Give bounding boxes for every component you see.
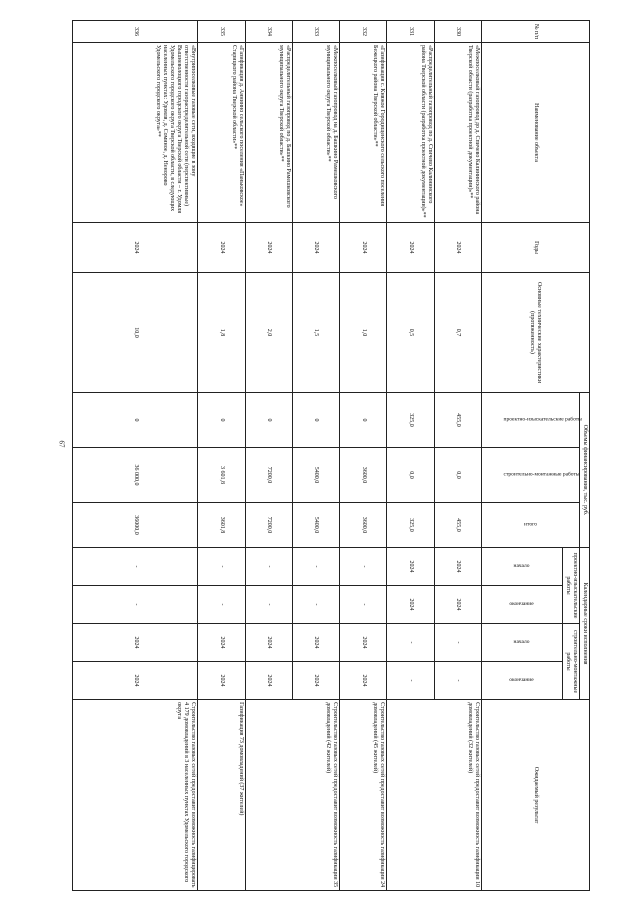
cell-result: Строительство газовых сетей предоставит возможность газифицировать 4 179 домовладений в 3 населенных пунктах Удомельского городского округа bbox=[73, 700, 198, 891]
cell-build-start: 2024 bbox=[198, 624, 245, 662]
cell-design-end: 2024 bbox=[387, 586, 434, 624]
cell-design-start: 2024 bbox=[434, 548, 481, 586]
cell-name: «Межпоселковый газопровод на д. Башкино Рамешковского муниципального округа Тверской области»** bbox=[292, 43, 339, 223]
cell-design-start: 2024 bbox=[387, 548, 434, 586]
cell-design-start: - bbox=[292, 548, 339, 586]
cell-name: «Распределительный газопровод по д. Спичево Калининского района Тверской области (разработка проектной документации)»** bbox=[387, 43, 434, 223]
cell-num: 336 bbox=[73, 21, 198, 43]
cell-num: 333 bbox=[292, 21, 339, 43]
cell-fin-build: 3600,0 bbox=[340, 448, 387, 503]
header-build-end: окончание bbox=[482, 662, 563, 700]
cell-length: 2,0 bbox=[245, 273, 292, 393]
cell-year: 2024 bbox=[198, 223, 245, 273]
cell-fin-total: 36000,0 bbox=[73, 503, 198, 548]
cell-build-end: 2024 bbox=[292, 662, 339, 700]
table-row bbox=[292, 21, 339, 891]
cell-fin-build: 0,0 bbox=[434, 448, 481, 503]
cell-design-start: - bbox=[73, 548, 198, 586]
cell-num: 335 bbox=[198, 21, 245, 43]
cell-year: 2024 bbox=[73, 223, 198, 273]
header-name: Наименование объекта bbox=[482, 43, 590, 223]
cell-name: «Газификация с. Княжое Городищенского сельского поселения Бежецкого района Тверской области»** bbox=[340, 43, 387, 223]
cell-build-end: - bbox=[434, 662, 481, 700]
page-number: 67 bbox=[57, 440, 66, 448]
cell-result: Строительство газовых сетей предоставит возможность газификации 10 домовладений (32 жителей) bbox=[387, 700, 482, 891]
cell-fin-design: 325,0 bbox=[387, 393, 434, 448]
cell-design-start: - bbox=[245, 548, 292, 586]
cell-design-end: 2024 bbox=[434, 586, 481, 624]
cell-fin-design: 0 bbox=[292, 393, 339, 448]
cell-design-end: - bbox=[340, 586, 387, 624]
header-fin-build: строительно-монтажные работы bbox=[482, 448, 580, 503]
objects-table bbox=[72, 20, 590, 891]
cell-build-end: 2024 bbox=[340, 662, 387, 700]
cell-year: 2024 bbox=[340, 223, 387, 273]
cell-name: «Внутрипоселковые газовые сети, входящие в зону ответственности газораспределительной сети (перспективные) Вышневолоцкого городского округа Тверской области – г. Удомля Удомельского городского округа Тверской области, в следующих населенных пунктах: Удомля, д. Соминое, д. Ненорово Удомельского городского округа»** bbox=[73, 43, 198, 223]
cell-build-end: 2024 bbox=[198, 662, 245, 700]
cell-num: 334 bbox=[245, 21, 292, 43]
cell-build-end: 2024 bbox=[73, 662, 198, 700]
cell-fin-design: 0 bbox=[198, 393, 245, 448]
cell-design-start: - bbox=[198, 548, 245, 586]
cell-result: Строительство газовых сетей предоставит возможность газификации 24 домовладений (45 жителей) bbox=[340, 700, 387, 891]
cell-fin-total: 325,0 bbox=[387, 503, 434, 548]
cell-year: 2024 bbox=[245, 223, 292, 273]
cell-length: 10,0 bbox=[73, 273, 198, 393]
cell-fin-design: 455,0 bbox=[434, 393, 481, 448]
header-fin-total: итого bbox=[482, 503, 580, 548]
cell-design-end: - bbox=[245, 586, 292, 624]
header-fin-design: проектно-изыскательские работы bbox=[482, 393, 580, 448]
cell-fin-total: 5400,0 bbox=[292, 503, 339, 548]
cell-fin-design: 0 bbox=[245, 393, 292, 448]
cell-fin-design: 0 bbox=[73, 393, 198, 448]
cell-length: 1,0 bbox=[340, 273, 387, 393]
cell-num: 332 bbox=[340, 21, 387, 43]
cell-build-start: 2024 bbox=[73, 624, 198, 662]
cell-fin-build: 3 601,8 bbox=[198, 448, 245, 503]
cell-num: 330 bbox=[434, 21, 481, 43]
cell-fin-build: 7200,0 bbox=[245, 448, 292, 503]
header-sched-build: строительно-монтажные работы bbox=[563, 624, 580, 700]
header-financing: Объемы финансирования, тыс. руб. bbox=[580, 393, 590, 548]
cell-fin-total: 3601,8 bbox=[198, 503, 245, 548]
cell-design-end: - bbox=[73, 586, 198, 624]
cell-fin-build: 5400,0 bbox=[292, 448, 339, 503]
table-row bbox=[73, 21, 198, 891]
cell-build-start: 2024 bbox=[340, 624, 387, 662]
header-design-start: начало bbox=[482, 548, 563, 586]
cell-build-start: 2024 bbox=[245, 624, 292, 662]
cell-design-end: - bbox=[198, 586, 245, 624]
cell-fin-design: 0 bbox=[340, 393, 387, 448]
table-row bbox=[198, 21, 245, 891]
header-num: № п/п bbox=[482, 21, 590, 43]
cell-length: 1,8 bbox=[198, 273, 245, 393]
cell-result: Газификация 73 домовладений (37 жителей) bbox=[198, 700, 245, 891]
cell-fin-total: 3600,0 bbox=[340, 503, 387, 548]
table-container bbox=[72, 20, 590, 890]
header-build-start: начало bbox=[482, 624, 563, 662]
cell-year: 2024 bbox=[292, 223, 339, 273]
cell-fin-build: 36 000,0 bbox=[73, 448, 198, 503]
cell-build-start: - bbox=[387, 624, 434, 662]
header-result: Ожидаемый результат bbox=[482, 700, 590, 891]
cell-length: 0,5 bbox=[387, 273, 434, 393]
cell-length: 1,5 bbox=[292, 273, 339, 393]
cell-year: 2024 bbox=[434, 223, 481, 273]
cell-build-end: - bbox=[387, 662, 434, 700]
header-sched-design: проектно-изыскательские работы bbox=[563, 548, 580, 624]
cell-build-start: - bbox=[434, 624, 481, 662]
table-row bbox=[434, 21, 481, 891]
cell-name: «Газификация д. Аннинно сельского поселения «Паньковское» Старицкого района Тверской области»** bbox=[198, 43, 245, 223]
cell-name: «Распределительный газопровод по д. Башкино Рамешковского муниципального округа Тверской области»** bbox=[245, 43, 292, 223]
cell-fin-total: 455,0 bbox=[434, 503, 481, 548]
cell-num: 331 bbox=[387, 21, 434, 43]
header-chars: Основные технические характеристики (протяженность) bbox=[482, 273, 590, 393]
cell-fin-total: 7200,0 bbox=[245, 503, 292, 548]
cell-build-start: 2024 bbox=[292, 624, 339, 662]
cell-name: «Межпоселковый газопровод до д. Спичево Калининского района Тверской области (разработка проектной документации)»** bbox=[434, 43, 481, 223]
cell-build-end: 2024 bbox=[245, 662, 292, 700]
cell-design-end: - bbox=[292, 586, 339, 624]
cell-length: 0,7 bbox=[434, 273, 481, 393]
table-row bbox=[340, 21, 387, 891]
header-design-end: окончание bbox=[482, 586, 563, 624]
cell-fin-build: 0,0 bbox=[387, 448, 434, 503]
header-schedule: Календарные сроки исполнения bbox=[580, 548, 590, 700]
cell-result: Строительство газовых сетей предоставит возможность газификации 35 домовладений (42 жителей) bbox=[245, 700, 340, 891]
header-years: Годы bbox=[482, 223, 590, 273]
cell-design-start: - bbox=[340, 548, 387, 586]
cell-year: 2024 bbox=[387, 223, 434, 273]
